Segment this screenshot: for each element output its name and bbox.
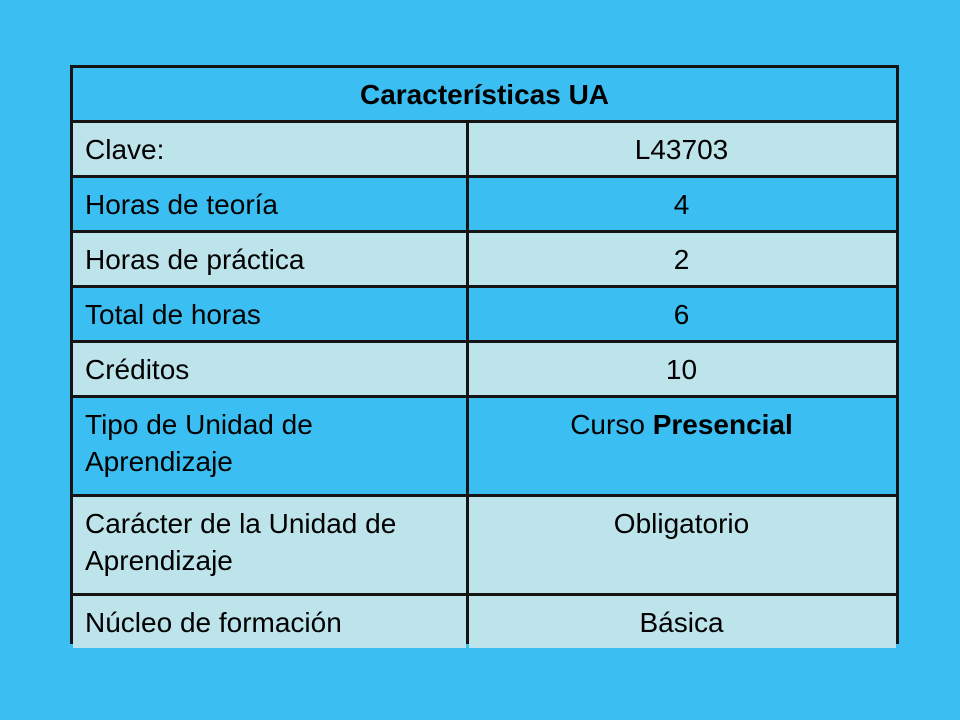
tipo-value-prefix: Curso	[570, 409, 645, 440]
row-label-creditos: Créditos	[73, 343, 466, 395]
row-value-horas-teoria: 4	[469, 178, 896, 230]
row-label-horas-practica: Horas de práctica	[73, 233, 466, 285]
table-grid	[73, 68, 896, 641]
row-label-caracter-unidad: Carácter de la Unidad de Aprendizaje	[73, 497, 466, 593]
row-value-caracter-unidad: Obligatorio	[469, 497, 896, 593]
row-label-clave: Clave:	[73, 123, 466, 175]
row-value-total-horas: 6	[469, 288, 896, 340]
row-value-horas-practica: 2	[469, 233, 896, 285]
tipo-value-bold: Presencial	[652, 409, 793, 440]
characteristics-table	[70, 65, 899, 644]
row-value-tipo-unidad	[469, 398, 896, 494]
row-value-creditos: 10	[469, 343, 896, 395]
table-title: Características UA	[73, 68, 896, 120]
row-label-total-horas: Total de horas	[73, 288, 466, 340]
row-label-tipo-unidad: Tipo de Unidad de Aprendizaje	[73, 398, 466, 494]
row-value-nucleo-formacion: Básica	[469, 596, 896, 648]
row-value-clave: L43703	[469, 123, 896, 175]
row-label-nucleo-formacion: Núcleo de formación	[73, 596, 466, 648]
row-label-horas-teoria: Horas de teoría	[73, 178, 466, 230]
